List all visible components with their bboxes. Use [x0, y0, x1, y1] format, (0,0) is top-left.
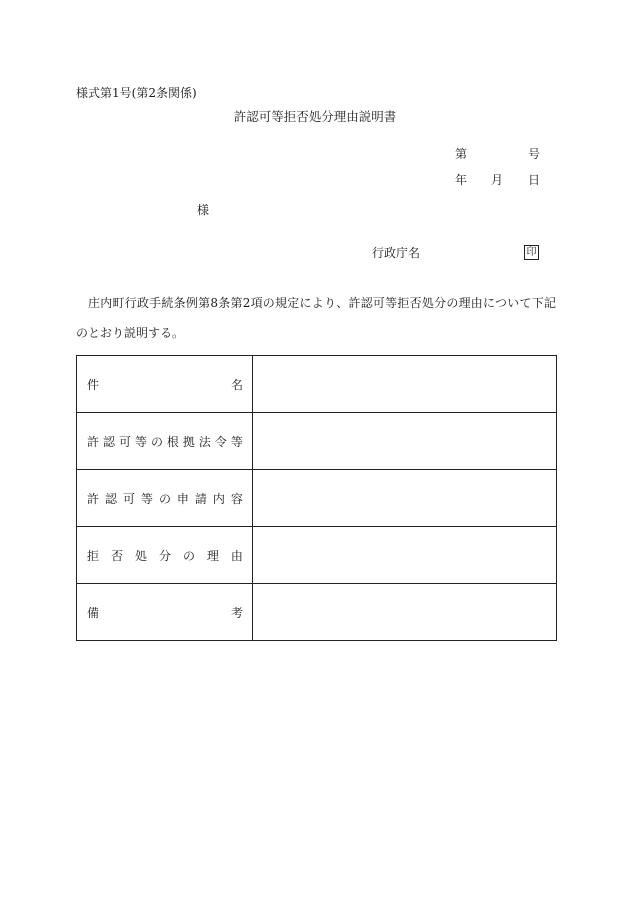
document-title: 許認可等拒否処分理由説明書: [233, 109, 397, 124]
form-number-label: 様式第1号(第2条関係): [76, 86, 197, 100]
row-label: [87, 490, 243, 507]
label-char: 許: [87, 434, 100, 449]
label-char: 容: [230, 491, 243, 506]
label-char: 認: [104, 491, 117, 506]
row-value-field[interactable]: [253, 356, 557, 413]
table-row: [77, 584, 557, 641]
label-char: 等: [134, 434, 147, 449]
addressee-suffix: 様: [197, 203, 210, 217]
label-char: 拠: [182, 434, 195, 449]
row-label-cell: [77, 584, 253, 641]
date-month: 月: [491, 173, 504, 187]
label-char: 許: [87, 491, 100, 506]
label-char: 内: [212, 491, 225, 506]
label-char: 件: [87, 377, 100, 392]
row-label: [87, 547, 243, 564]
label-char: 可: [118, 434, 131, 449]
date-year: 年: [455, 173, 468, 187]
body-paragraph: 庄内町行政手続条例第8条第2項の規定により、許認可等拒否処分の理由について下記のとおり説明する。: [76, 296, 556, 340]
label-char: 根: [166, 434, 179, 449]
row-value-field[interactable]: [253, 470, 557, 527]
label-char: 法: [198, 434, 211, 449]
label-char: 認: [102, 434, 115, 449]
label-char: 備: [87, 605, 100, 620]
label-char: 拒: [87, 548, 100, 563]
label-char: 可: [122, 491, 135, 506]
label-char: 分: [158, 548, 171, 563]
row-value-field[interactable]: [253, 413, 557, 470]
row-value-field[interactable]: [253, 584, 557, 641]
seal-mark: 印: [524, 245, 539, 260]
row-value-field[interactable]: [253, 527, 557, 584]
row-label: [87, 376, 243, 393]
date-day: 日: [528, 173, 541, 187]
label-char: 処: [134, 548, 147, 563]
row-label-cell: [77, 470, 253, 527]
number-suffix: 号: [528, 147, 541, 161]
agency-name-label: 行政庁名: [372, 246, 421, 260]
label-char: の: [150, 434, 163, 449]
row-label-cell: [77, 527, 253, 584]
label-char: 名: [230, 377, 243, 392]
row-label-cell: [77, 356, 253, 413]
label-char: の: [182, 548, 195, 563]
table-row: [77, 413, 557, 470]
number-prefix: 第: [455, 147, 468, 161]
label-char: 考: [230, 605, 243, 620]
table-row: [77, 356, 557, 413]
label-char: 等: [140, 491, 153, 506]
label-char: 申: [176, 491, 189, 506]
row-label: [87, 433, 243, 450]
reason-table: [76, 355, 557, 641]
label-char: 令: [214, 434, 227, 449]
table-row: [77, 470, 557, 527]
row-label-cell: [77, 413, 253, 470]
label-char: の: [158, 491, 171, 506]
label-char: 否: [110, 548, 123, 563]
label-char: 等: [230, 434, 243, 449]
label-char: 由: [230, 548, 243, 563]
label-char: 理: [206, 548, 219, 563]
row-label: [87, 604, 243, 621]
label-char: 請: [194, 491, 207, 506]
table-row: [77, 527, 557, 584]
